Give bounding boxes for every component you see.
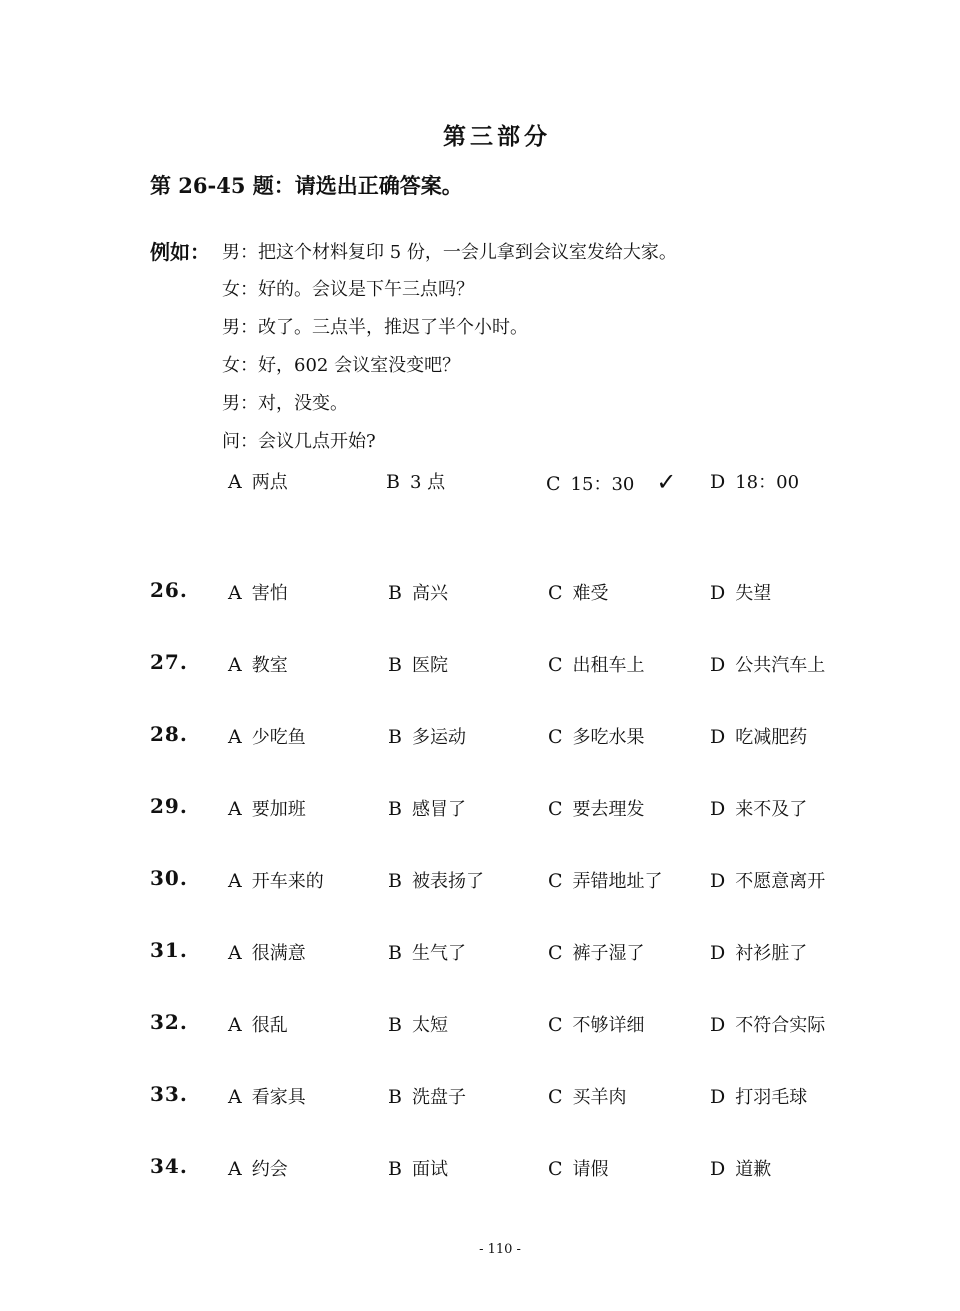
answer-option-d: D 失望	[710, 582, 772, 604]
answer-option-c: C 要去理发	[548, 798, 645, 820]
answer-option-d: D 公共汽车上	[710, 654, 826, 676]
example-line-4: 女：好，602 会议室没变吧？	[222, 355, 461, 376]
example-option-a: A 两点	[228, 471, 288, 493]
answer-option-a: A 少吃鱼	[228, 726, 306, 748]
instruction: 第 26-45 题：请选出正确答案。	[150, 173, 463, 198]
example-line-1: 男：把这个材料复印 5 份，一会儿拿到会议室发给大家。	[222, 242, 677, 263]
answer-option-a: A 看家具	[228, 1086, 306, 1108]
example-option-d: D 18：00	[710, 471, 800, 493]
answer-option-a: A 教室	[228, 654, 288, 676]
question-number: 28.	[150, 722, 188, 746]
answer-option-c: C 出租车上	[548, 654, 645, 676]
question-number: 32.	[150, 1010, 188, 1034]
answer-option-a: A 约会	[228, 1158, 288, 1180]
example-option-b: B 3 点	[386, 471, 446, 493]
answer-option-c: C 买羊肉	[548, 1086, 627, 1108]
question-number: 30.	[150, 866, 188, 890]
answer-option-b: B 洗盘子	[388, 1086, 466, 1108]
answer-option-d: D 不愿意离开	[710, 870, 826, 892]
question-number: 27.	[150, 650, 188, 674]
answer-option-d: D 来不及了	[710, 798, 808, 820]
answer-option-b: B 生气了	[388, 942, 466, 964]
answer-option-b: B 面试	[388, 1158, 448, 1180]
answer-option-d: D 不符合实际	[710, 1014, 826, 1036]
question-number: 31.	[150, 938, 188, 962]
example-line-5: 男：对，没变。	[222, 393, 348, 414]
answer-option-a: A 很满意	[228, 942, 306, 964]
question-number: 33.	[150, 1082, 188, 1106]
question-number: 29.	[150, 794, 188, 818]
answer-option-b: B 太短	[388, 1014, 448, 1036]
answer-option-c: C 请假	[548, 1158, 609, 1180]
question-number: 34.	[150, 1154, 188, 1178]
page-number: - 110 -	[479, 1242, 521, 1257]
example-option-c: C 15：30 ✓	[546, 468, 677, 496]
answer-option-a: A 很乱	[228, 1014, 288, 1036]
answer-option-d: D 打羽毛球	[710, 1086, 808, 1108]
example-label: 例如：	[150, 240, 210, 264]
example-line-3: 男：改了。三点半，推迟了半个小时。	[222, 317, 528, 338]
answer-option-d: D 吃减肥药	[710, 726, 808, 748]
answer-option-c: C 裤子湿了	[548, 942, 645, 964]
answer-option-c: C 弄错地址了	[548, 870, 663, 892]
example-line-2: 女：好的。会议是下午三点吗？	[222, 279, 474, 300]
question-number: 26.	[150, 578, 188, 602]
answer-option-c: C 不够详细	[548, 1014, 645, 1036]
answer-option-c: C 难受	[548, 582, 609, 604]
answer-option-a: A 要加班	[228, 798, 306, 820]
answer-option-d: D 道歉	[710, 1158, 772, 1180]
answer-option-a: A 害怕	[228, 582, 288, 604]
answer-option-b: B 多运动	[388, 726, 466, 748]
answer-option-a: A 开车来的	[228, 870, 324, 892]
answer-option-b: B 被表扬了	[388, 870, 484, 892]
answer-option-b: B 感冒了	[388, 798, 466, 820]
section-heading: 第三部分	[443, 123, 551, 150]
check-icon: ✓	[656, 468, 677, 496]
answer-option-c: C 多吃水果	[548, 726, 645, 748]
answer-option-b: B 医院	[388, 654, 448, 676]
answer-option-b: B 高兴	[388, 582, 448, 604]
answer-option-d: D 衬衫脏了	[710, 942, 808, 964]
example-question: 问：会议几点开始?	[222, 431, 376, 452]
